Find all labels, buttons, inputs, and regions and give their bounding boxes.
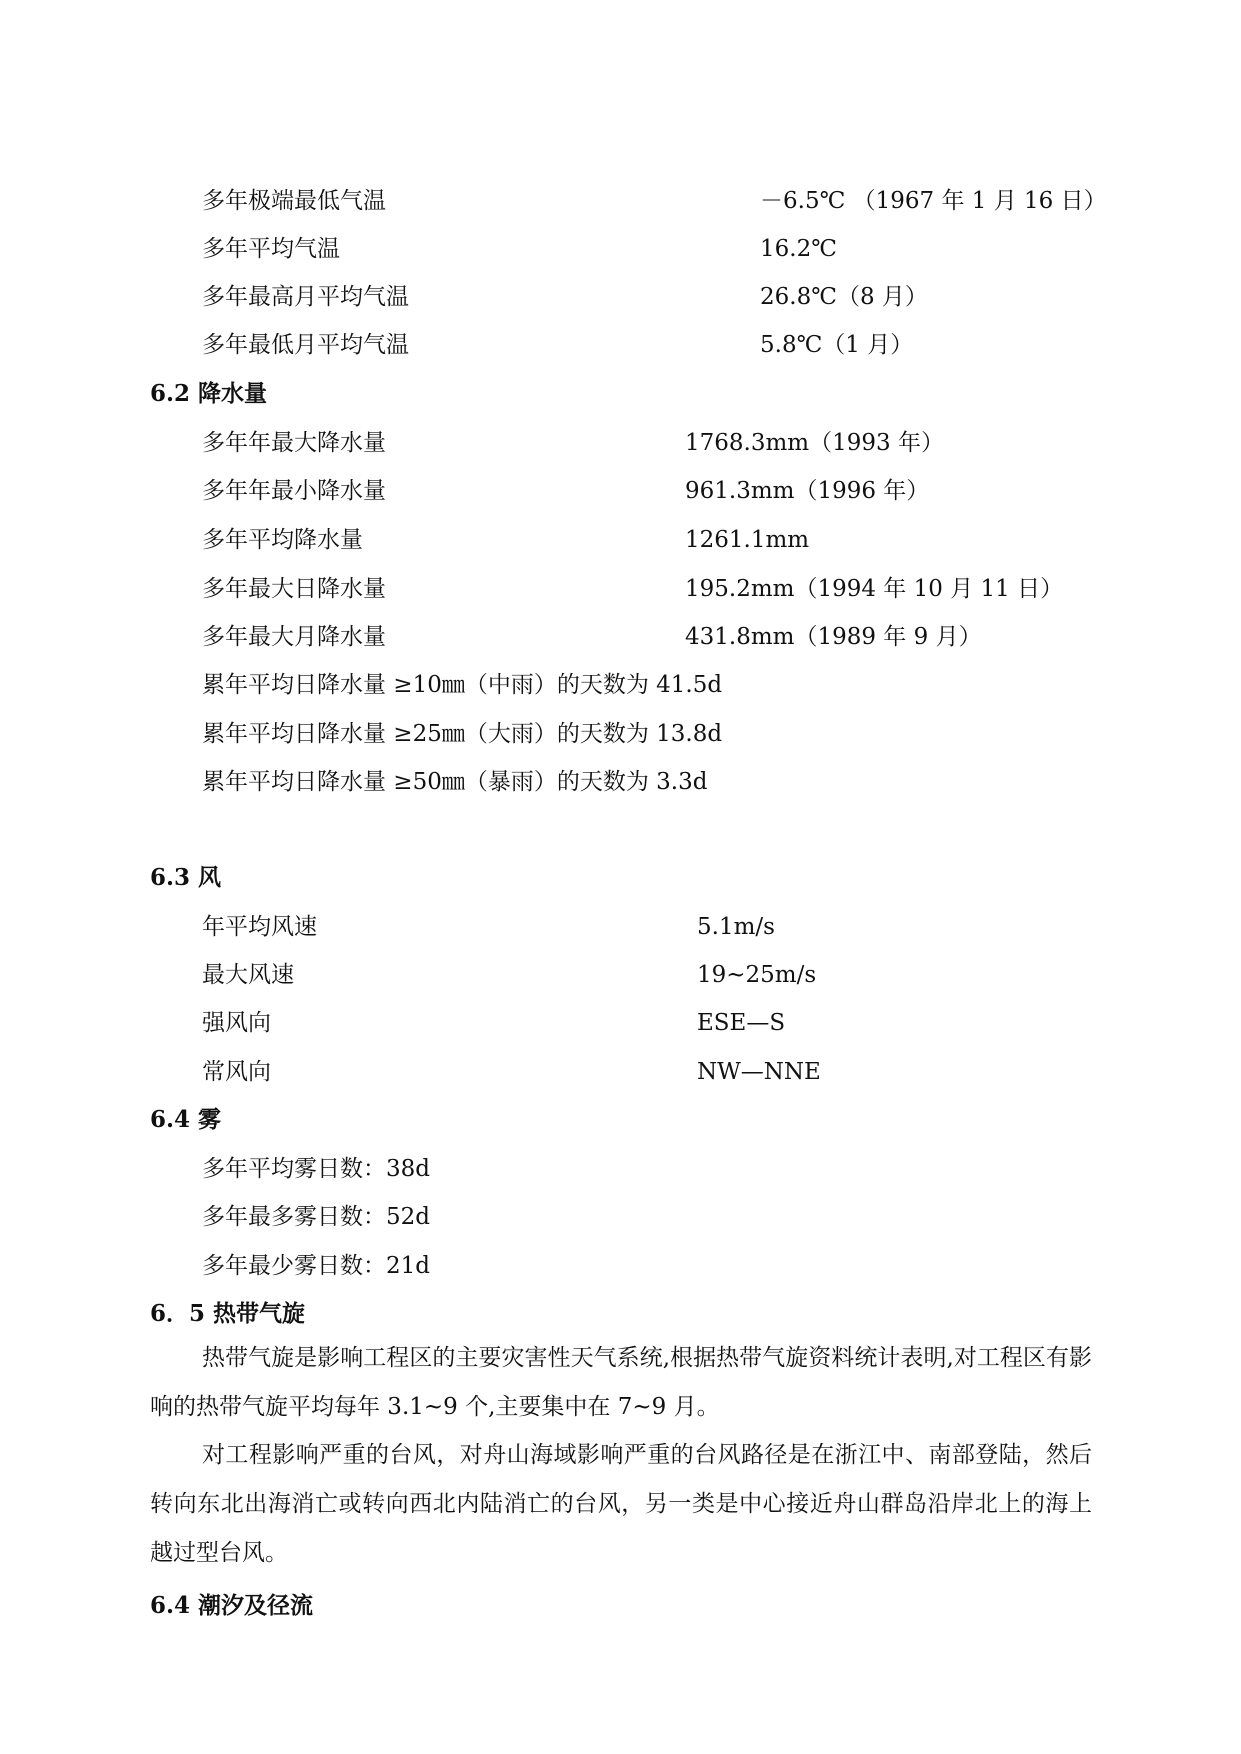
temp-value-1: －6.5℃ （1967 年 1 月 16 日） bbox=[760, 188, 1107, 214]
precip-note-1: 累年平均日降水量 ≥10㎜（中雨）的天数为 41.5d bbox=[202, 672, 723, 698]
wind-label-1: 年平均风速 bbox=[202, 914, 317, 940]
precip-label-1: 多年年最大降水量 bbox=[202, 430, 386, 456]
fog-row-3: 多年最少雾日数：21d bbox=[202, 1253, 430, 1279]
wind-label-4: 常风向 bbox=[202, 1059, 271, 1085]
wind-value-1: 5.1m/s bbox=[697, 914, 775, 940]
precip-value-2: 961.3mm（1996 年） bbox=[685, 478, 930, 504]
temp-label-3: 多年最高月平均气温 bbox=[202, 284, 409, 310]
cyclone-paragraph-1: 热带气旋是影响工程区的主要灾害性天气系统,根据热带气旋资料统计表明,对工程区有影响的热带气旋平均每年 3.1~9 个,主要集中在 7~9 月。 bbox=[150, 1345, 1092, 1420]
wind-value-2: 19~25m/s bbox=[697, 962, 817, 988]
cyclone-paragraph-2: 对工程影响严重的台风，对舟山海域影响严重的台风路径是在浙江中、南部登陆，然后转向东北出海消亡或转向西北内陆消亡的台风，另一类是中心接近舟山群岛沿岸北上的海上越过型台风。 bbox=[150, 1442, 1092, 1566]
temp-value-4: 5.8℃（1 月） bbox=[760, 332, 914, 358]
precip-note-3: 累年平均日降水量 ≥50㎜（暴雨）的天数为 3.3d bbox=[202, 769, 708, 795]
section-heading-tide: 6.4 潮汐及径流 bbox=[150, 1592, 314, 1619]
section-heading-precipitation: 6.2 降水量 bbox=[150, 380, 268, 407]
precip-value-1: 1768.3mm（1993 年） bbox=[685, 430, 944, 456]
precip-note-2: 累年平均日降水量 ≥25㎜（大雨）的天数为 13.8d bbox=[202, 721, 723, 747]
temp-value-2: 16.2℃ bbox=[760, 236, 837, 262]
temp-label-4: 多年最低月平均气温 bbox=[202, 332, 409, 358]
wind-label-3: 强风向 bbox=[202, 1010, 271, 1036]
section-heading-fog: 6.4 雾 bbox=[150, 1106, 222, 1133]
precip-label-2: 多年年最小降水量 bbox=[202, 478, 386, 504]
precip-label-3: 多年平均降水量 bbox=[202, 527, 363, 553]
precip-value-3: 1261.1mm bbox=[685, 527, 810, 553]
precip-value-4: 195.2mm（1994 年 10 月 11 日） bbox=[685, 576, 1064, 602]
temp-label-2: 多年平均气温 bbox=[202, 236, 340, 262]
fog-row-1: 多年平均雾日数：38d bbox=[202, 1156, 430, 1182]
precip-label-5: 多年最大月降水量 bbox=[202, 624, 386, 650]
precip-label-4: 多年最大日降水量 bbox=[202, 576, 386, 602]
wind-value-3: ESE—S bbox=[697, 1010, 786, 1036]
temp-label-1: 多年极端最低气温 bbox=[202, 188, 386, 214]
temp-value-3: 26.8℃（8 月） bbox=[760, 284, 928, 310]
section-heading-cyclone: 6．5 热带气旋 bbox=[150, 1300, 306, 1327]
fog-row-2: 多年最多雾日数：52d bbox=[202, 1204, 430, 1230]
wind-value-4: NW—NNE bbox=[697, 1059, 821, 1085]
section-heading-wind: 6.3 风 bbox=[150, 864, 222, 891]
precip-value-5: 431.8mm（1989 年 9 月） bbox=[685, 624, 982, 650]
wind-label-2: 最大风速 bbox=[202, 962, 294, 988]
